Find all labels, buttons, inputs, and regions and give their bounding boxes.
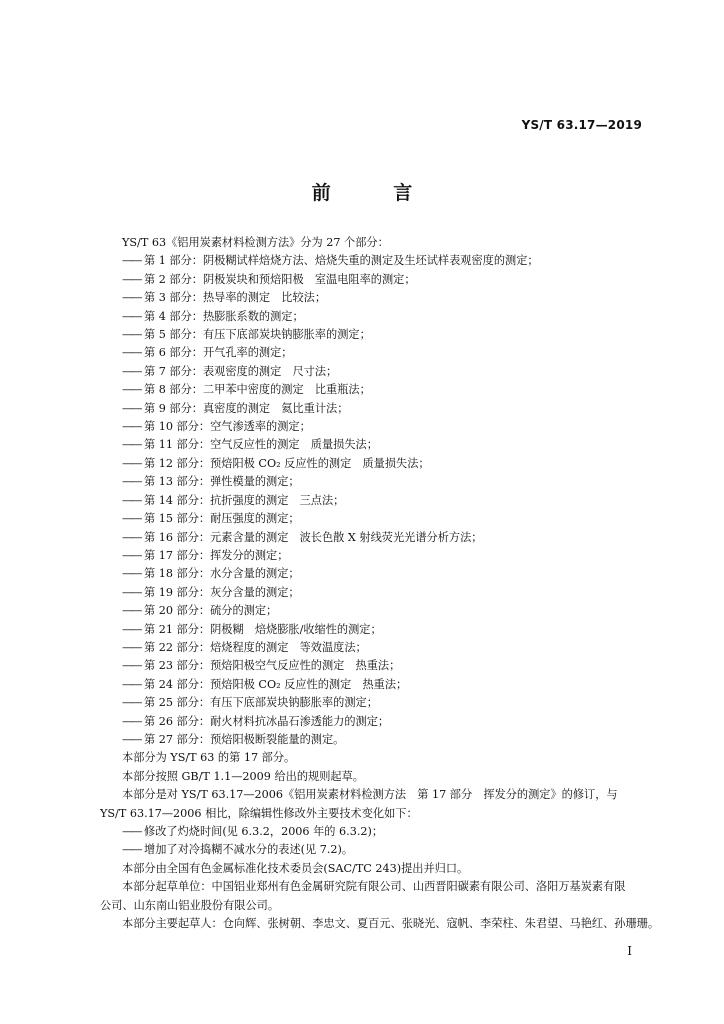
dash-marker: —— <box>122 512 141 526</box>
part-list-item-text: 第 13 部分：弹性模量的测定； <box>144 475 300 489</box>
part-list-item-text: 第 1 部分：阴极糊试样焙烧方法、焙烧失重的测定及生坯试样表观密度的测定； <box>144 254 539 268</box>
part-list-item <box>100 565 636 583</box>
part-list-item-text: 第 26 部分：耐火材料抗冰晶石渗透能力的测定； <box>144 714 390 728</box>
part-list-item <box>100 510 636 528</box>
dash-marker: —— <box>122 843 141 857</box>
dash-marker: —— <box>122 825 141 838</box>
part-list-item-text: 第 20 部分：硫分的测定； <box>144 604 278 618</box>
part-list-item-text: 第 27 部分：预焙阳极断裂能量的测定。 <box>144 732 345 746</box>
part-list-item <box>100 252 636 270</box>
this-part-paragraph: 本部分为 YS/T 63 的第 17 部分。 <box>122 751 296 765</box>
part-list-item-text: 第 24 部分：预焙阳极 CO₂ 反应性的测定 热重法； <box>144 677 408 691</box>
part-list-item <box>100 289 636 307</box>
part-list-item-text: 第 7 部分：表观密度的测定 尺寸法； <box>144 364 338 378</box>
part-list-item-text: 第 18 部分：水分含量的测定； <box>144 567 300 581</box>
dash-marker: —— <box>122 420 141 434</box>
dash-marker: —— <box>122 272 141 286</box>
part-list-item <box>100 363 636 381</box>
dash-marker: —— <box>122 346 141 360</box>
dash-marker: —— <box>122 622 141 636</box>
part-list-item-text: 第 6 部分：开气孔率的测定； <box>144 346 293 360</box>
part-list-item <box>100 436 636 454</box>
change-list-item <box>100 841 636 859</box>
drafters-paragraph: 本部分主要起草人：仓向辉、张树朝、李忠文、夏百元、张晓光、寇帆、李荣柱、朱君望、马艳红、孙珊珊。 <box>122 917 660 931</box>
dash-marker: —— <box>122 714 141 728</box>
part-list-item <box>100 584 636 602</box>
part-list-item <box>100 473 636 491</box>
dash-marker: —— <box>122 438 141 452</box>
intro-paragraph: YS/T 63《铝用炭素材料检测方法》分为 27 个部分： <box>122 236 389 249</box>
part-list-item <box>100 418 636 436</box>
proposed-by-paragraph: 本部分由全国有色金属标准化技术委员会(SAC/TC 243)提出并归口。 <box>122 861 469 875</box>
part-list-item-text: 第 4 部分：热膨胀系数的测定； <box>144 309 304 323</box>
page-title: 前 言 <box>311 182 441 204</box>
part-list-item-text: 第 10 部分：空气渗透率的测定； <box>144 420 311 434</box>
dash-marker: —— <box>122 309 141 323</box>
standard-number: YS/T 63.17—2019 <box>521 118 642 132</box>
dash-marker: —— <box>122 493 141 507</box>
part-list-item-text: 第 14 部分：抗折强度的测定 三点法； <box>144 493 345 507</box>
part-list-item <box>100 639 636 657</box>
part-list-item-text: 第 11 部分：空气反应性的测定 质量损失法； <box>144 438 378 452</box>
dash-marker: —— <box>122 585 141 599</box>
dash-marker: —— <box>122 567 141 581</box>
parts-list <box>100 252 636 749</box>
part-list-item-text: 第 5 部分：有压下底部炭块钠膨胀率的测定； <box>144 328 371 342</box>
dash-marker: —— <box>122 254 141 268</box>
part-list-item <box>100 731 636 749</box>
dash-marker: —— <box>122 456 141 470</box>
drafting-rules-paragraph: 本部分按照 GB/T 1.1—2009 给出的规则起草。 <box>122 769 364 783</box>
part-list-item <box>100 694 636 712</box>
part-list-item-text: 第 3 部分：热导率的测定 比较法； <box>144 291 327 305</box>
dash-marker: —— <box>122 401 141 415</box>
change-list-item <box>100 823 636 841</box>
dash-marker: —— <box>122 640 141 654</box>
part-list-item-text: 第 25 部分：有压下底部炭块钠膨胀率的测定； <box>144 696 378 710</box>
page-number: I <box>627 944 632 958</box>
dash-marker: —— <box>122 659 141 673</box>
dash-marker: —— <box>122 548 141 562</box>
dash-marker: —— <box>122 732 141 746</box>
part-list-item-text: 第 17 部分：挥发分的测定； <box>144 548 289 562</box>
part-list-item <box>100 271 636 289</box>
part-list-item <box>100 400 636 418</box>
foreword-body <box>100 234 660 933</box>
part-list-item <box>100 676 636 694</box>
part-list-item <box>100 713 636 731</box>
part-list-item <box>100 492 636 510</box>
part-list-item-text: 第 19 部分：灰分含量的测定； <box>144 585 300 599</box>
part-list-item-text: 第 16 部分：元素含量的测定 波长色散 X 射线荧光光谱分析方法； <box>144 530 483 544</box>
drafting-units-paragraph: 本部分起草单位：中国铝业郑州有色金属研究院有限公司、山西晋阳碳素有限公司、洛阳万基炭素有限公司、山东南山铝业股份有限公司。 <box>100 880 626 912</box>
dash-marker: —— <box>122 291 141 305</box>
part-list-item <box>100 602 636 620</box>
part-list-item <box>100 621 636 639</box>
dash-marker: —— <box>122 364 141 378</box>
dash-marker: —— <box>122 475 141 489</box>
part-list-item <box>100 308 636 326</box>
part-list-item <box>100 381 636 399</box>
part-list-item-text: 第 9 部分：真密度的测定 氦比重计法； <box>144 401 349 415</box>
revision-paragraph: 本部分是对 YS/T 63.17—2006《铝用炭素材料检测方法 第 17 部分 挥发分的测定》的修订，与 YS/T 63.17—2006 相比，除编辑性修改外主要技术变化如下： <box>100 788 618 820</box>
part-list-item-text: 第 12 部分：预焙阳极 CO₂ 反应性的测定 质量损失法； <box>144 456 430 470</box>
part-list-item-text: 第 22 部分：焙烧程度的测定 等效温度法； <box>144 640 367 654</box>
changes-list <box>100 823 636 860</box>
dash-marker: —— <box>122 383 141 397</box>
change-list-item-text: 增加了对冷捣糊不减水分的表述(见 7.2)。 <box>144 843 354 857</box>
change-list-item-text: 修改了灼烧时间(见 6.3.2，2006 年的 6.3.2)； <box>144 825 384 838</box>
part-list-item-text: 第 2 部分：阴极炭块和预焙阳极 室温电阻率的测定； <box>144 272 416 286</box>
dash-marker: —— <box>122 328 141 342</box>
part-list-item <box>100 529 636 547</box>
part-list-item-text: 第 8 部分：二甲苯中密度的测定 比重瓶法； <box>144 383 371 397</box>
part-list-item <box>100 455 636 473</box>
part-list-item <box>100 547 636 565</box>
dash-marker: —— <box>122 530 141 544</box>
part-list-item <box>100 344 636 362</box>
dash-marker: —— <box>122 677 141 691</box>
part-list-item <box>100 657 636 675</box>
dash-marker: —— <box>122 696 141 710</box>
part-list-item-text: 第 15 部分：耐压强度的测定； <box>144 512 300 526</box>
dash-marker: —— <box>122 604 141 618</box>
part-list-item-text: 第 23 部分：预焙阳极空气反应性的测定 热重法； <box>144 659 401 673</box>
part-list-item <box>100 326 636 344</box>
part-list-item-text: 第 21 部分：阴极糊 焙烧膨胀/收缩性的测定； <box>144 622 382 636</box>
